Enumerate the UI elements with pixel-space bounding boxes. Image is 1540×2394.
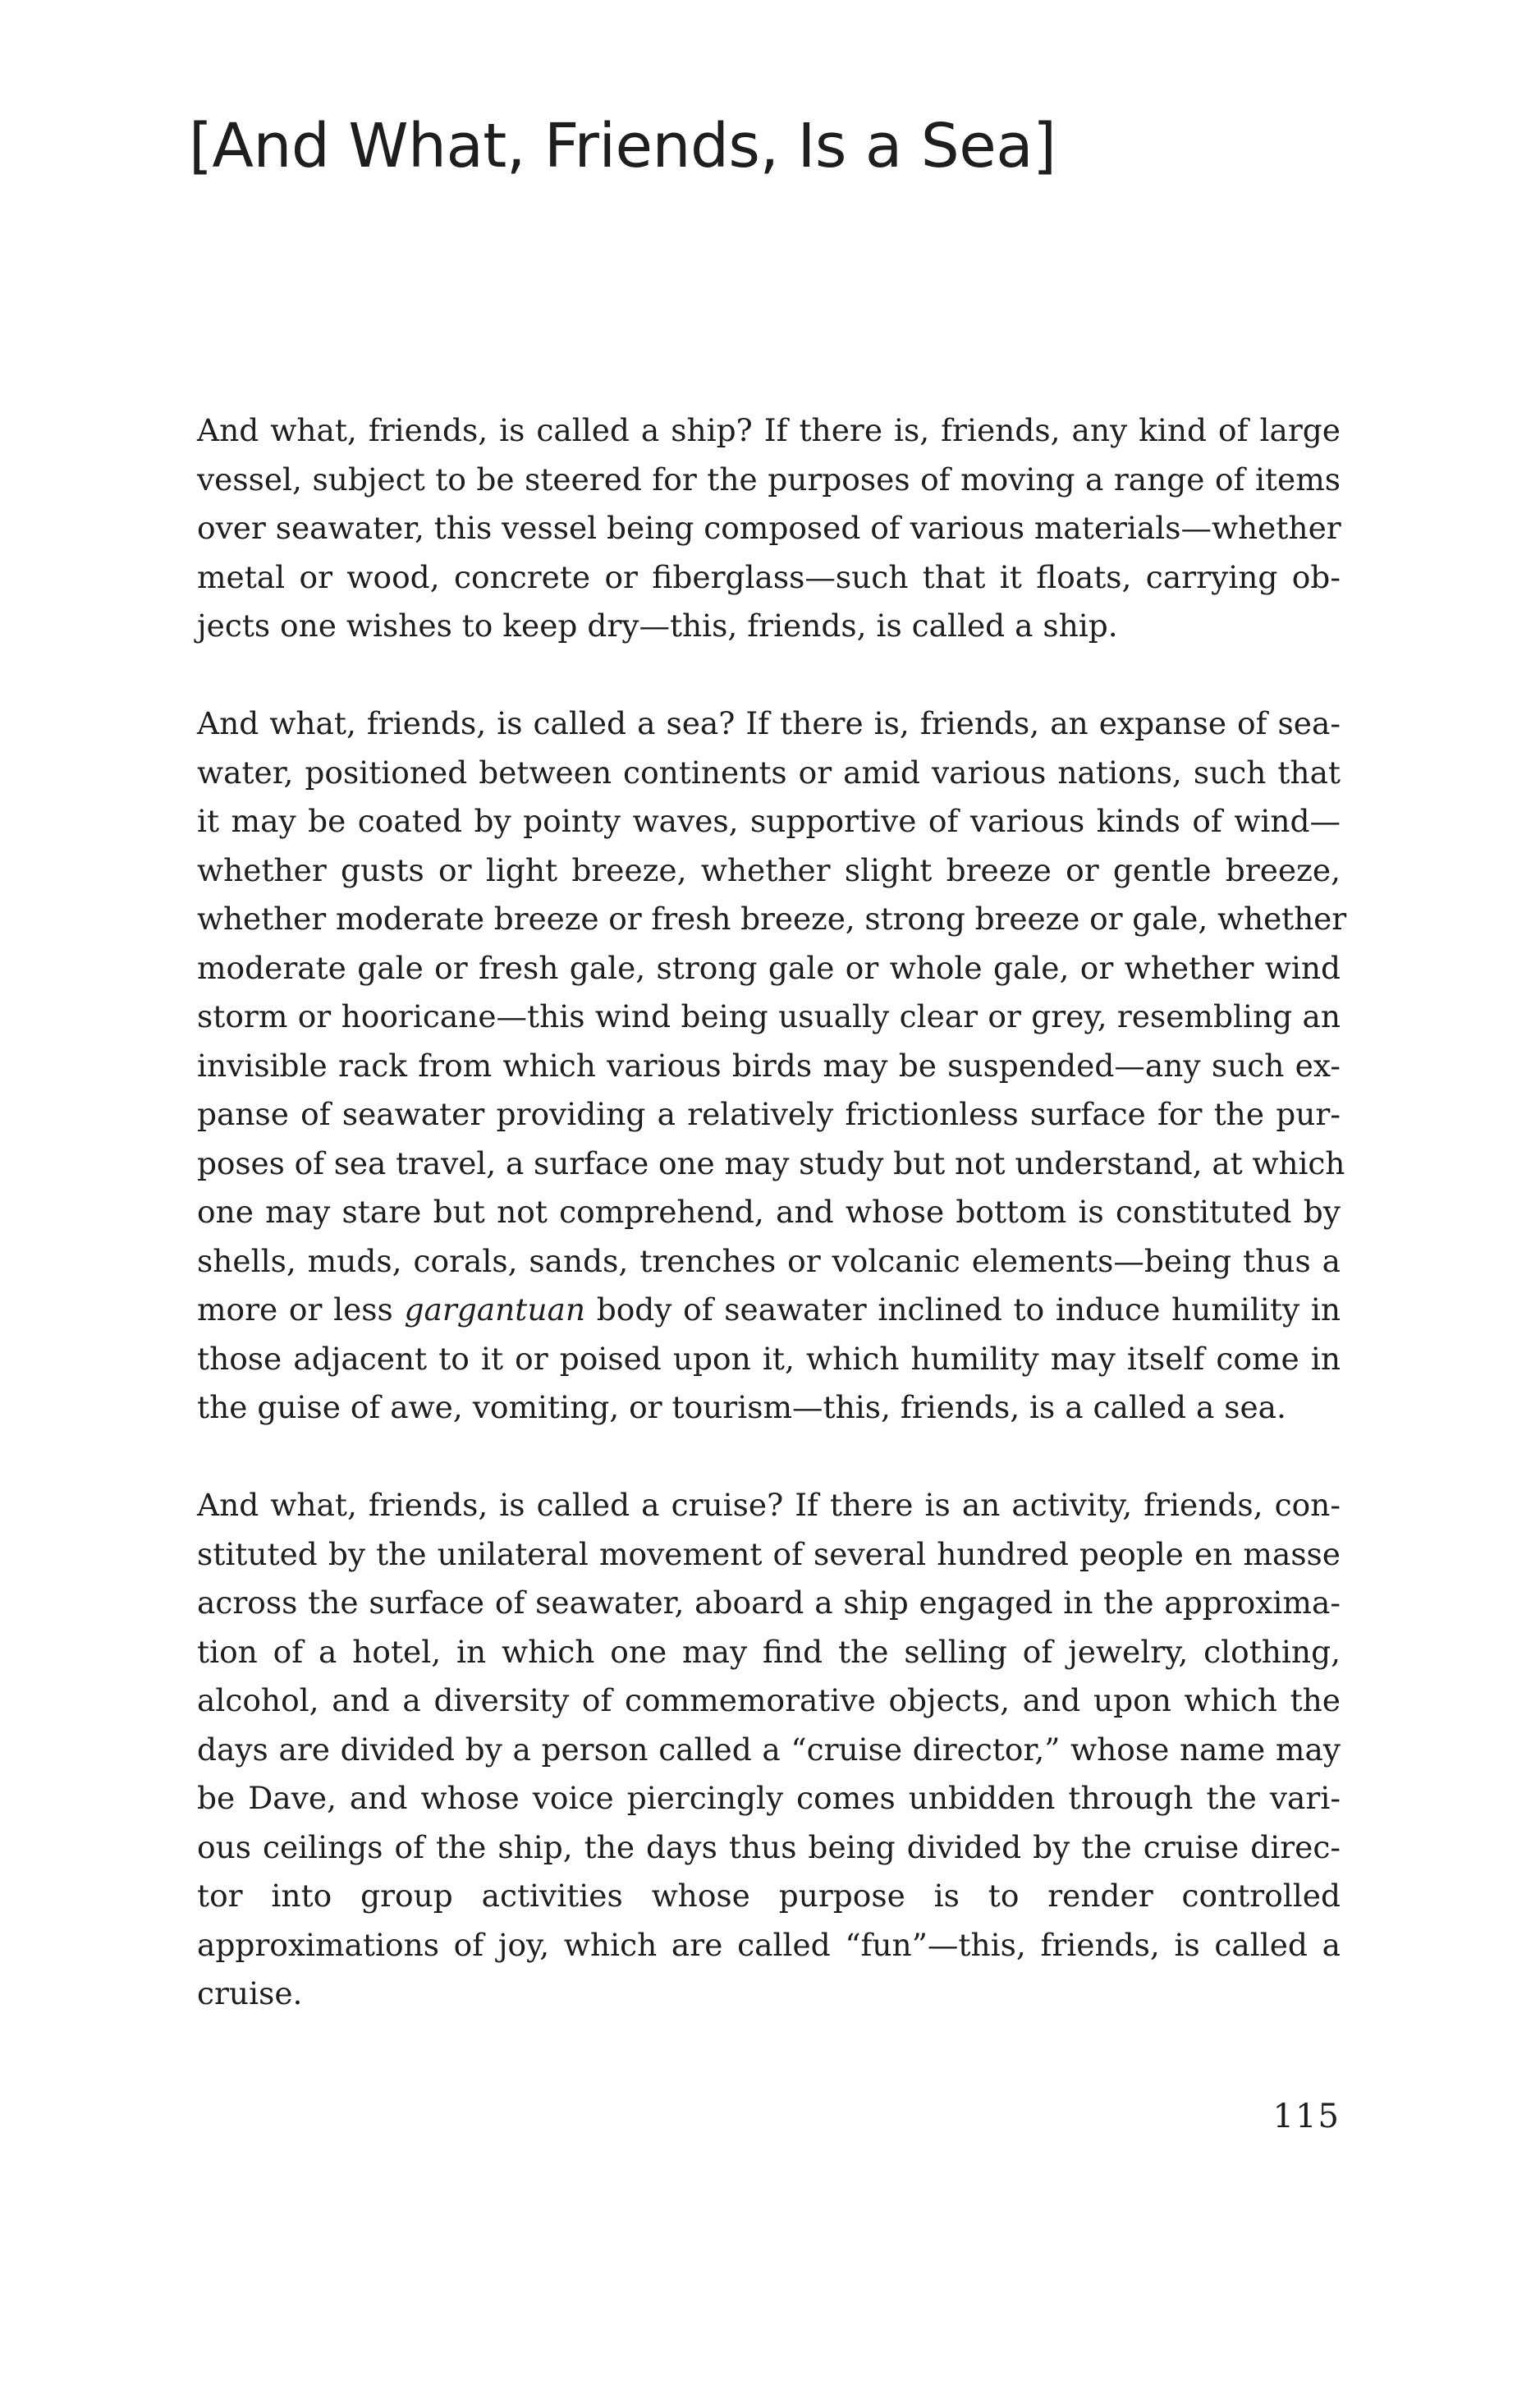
text-line: alcohol, and a diversity of commemorative objects, and upon which the [197,1682,1341,1718]
text-line: panse of seawater providing a relatively frictionless surface for the pur- [197,1096,1341,1132]
text-line: one may stare but not comprehend, and whose bottom is constituted by [197,1194,1341,1230]
text-line: approximations of joy, which are called “fun”—this, friends, is called a [197,1926,1341,1963]
text-line: it may be coated by pointy waves, supportive of various kinds of wind— [197,803,1341,839]
text-line: storm or hooricane—this wind being usually clear or grey, resembling an [197,998,1341,1034]
text-line: the guise of awe, vomiting, or tourism—this, friends, is a called a sea. [197,1389,1286,1425]
text-line: invisible rack from which various birds may be suspended—any such ex- [197,1047,1341,1084]
chapter-title: [And What, Friends, Is a Sea] [189,111,1056,181]
text-line: water, positioned between continents or amid various nations, such that [197,754,1341,791]
text-line: ous ceilings of the ship, the days thus being divided by the cruise direc- [197,1828,1341,1865]
body-text [197,406,1347,2067]
paragraph-ship [197,406,1341,651]
paragraph-sea [197,699,1347,1433]
text-line: stituted by the unilateral movement of several hundred people en masse [197,1535,1341,1572]
text-line: shells, muds, corals, sands, trenches or volcanic elements—being thus a [197,1242,1341,1279]
page-number: 115 [1272,2098,1341,2135]
text-line: tion of a hotel, in which one may find the selling of jewelry, clothing, [197,1633,1341,1670]
paragraph-cruise [197,1481,1341,2019]
text-line-with-italic: more or less gargantuan body of seawater inclined to induce humility in [197,1291,1341,1328]
text-line: whether gusts or light breeze, whether slight breeze or gentle breeze, [197,851,1341,888]
text-line: And what, friends, is called a ship? If there is, friends, any kind of large [197,412,1341,448]
text-line: poses of sea travel, a surface one may study but not understand, at which [197,1144,1345,1181]
text-line: cruise. [197,1975,303,2011]
text-line: over seawater, this vessel being composed of various materials—whether [197,510,1341,546]
text-line: And what, friends, is called a cruise? If there is an activity, friends, con- [197,1487,1341,1523]
text-line: whether moderate breeze or fresh breeze, strong breeze or gale, whether [197,901,1347,937]
text-line: And what, friends, is called a sea? If there is, friends, an expanse of sea- [197,705,1341,741]
text-line: metal or wood, concrete or fiberglass—such that it floats, carrying ob- [197,558,1341,595]
text-line: days are divided by a person called a “cruise director,” whose name may [197,1731,1341,1768]
text-line: across the surface of seawater, aboard a ship engaged in the approxima- [197,1585,1341,1621]
text-line: those adjacent to it or poised upon it, which humility may itself come in [197,1340,1341,1377]
text-line: be Dave, and whose voice piercingly comes unbidden through the vari- [197,1780,1341,1816]
text-line: jects one wishes to keep dry—this, friends, is called a ship. [197,608,1118,644]
text-line: moderate gale or fresh gale, strong gale or whole gale, or whether wind [197,949,1341,986]
text-line: vessel, subject to be steered for the purposes of moving a range of items [197,461,1341,498]
text-line: tor into group activities whose purpose is to render controlled [197,1878,1341,1914]
italic-word: gargantuan [404,1291,586,1328]
